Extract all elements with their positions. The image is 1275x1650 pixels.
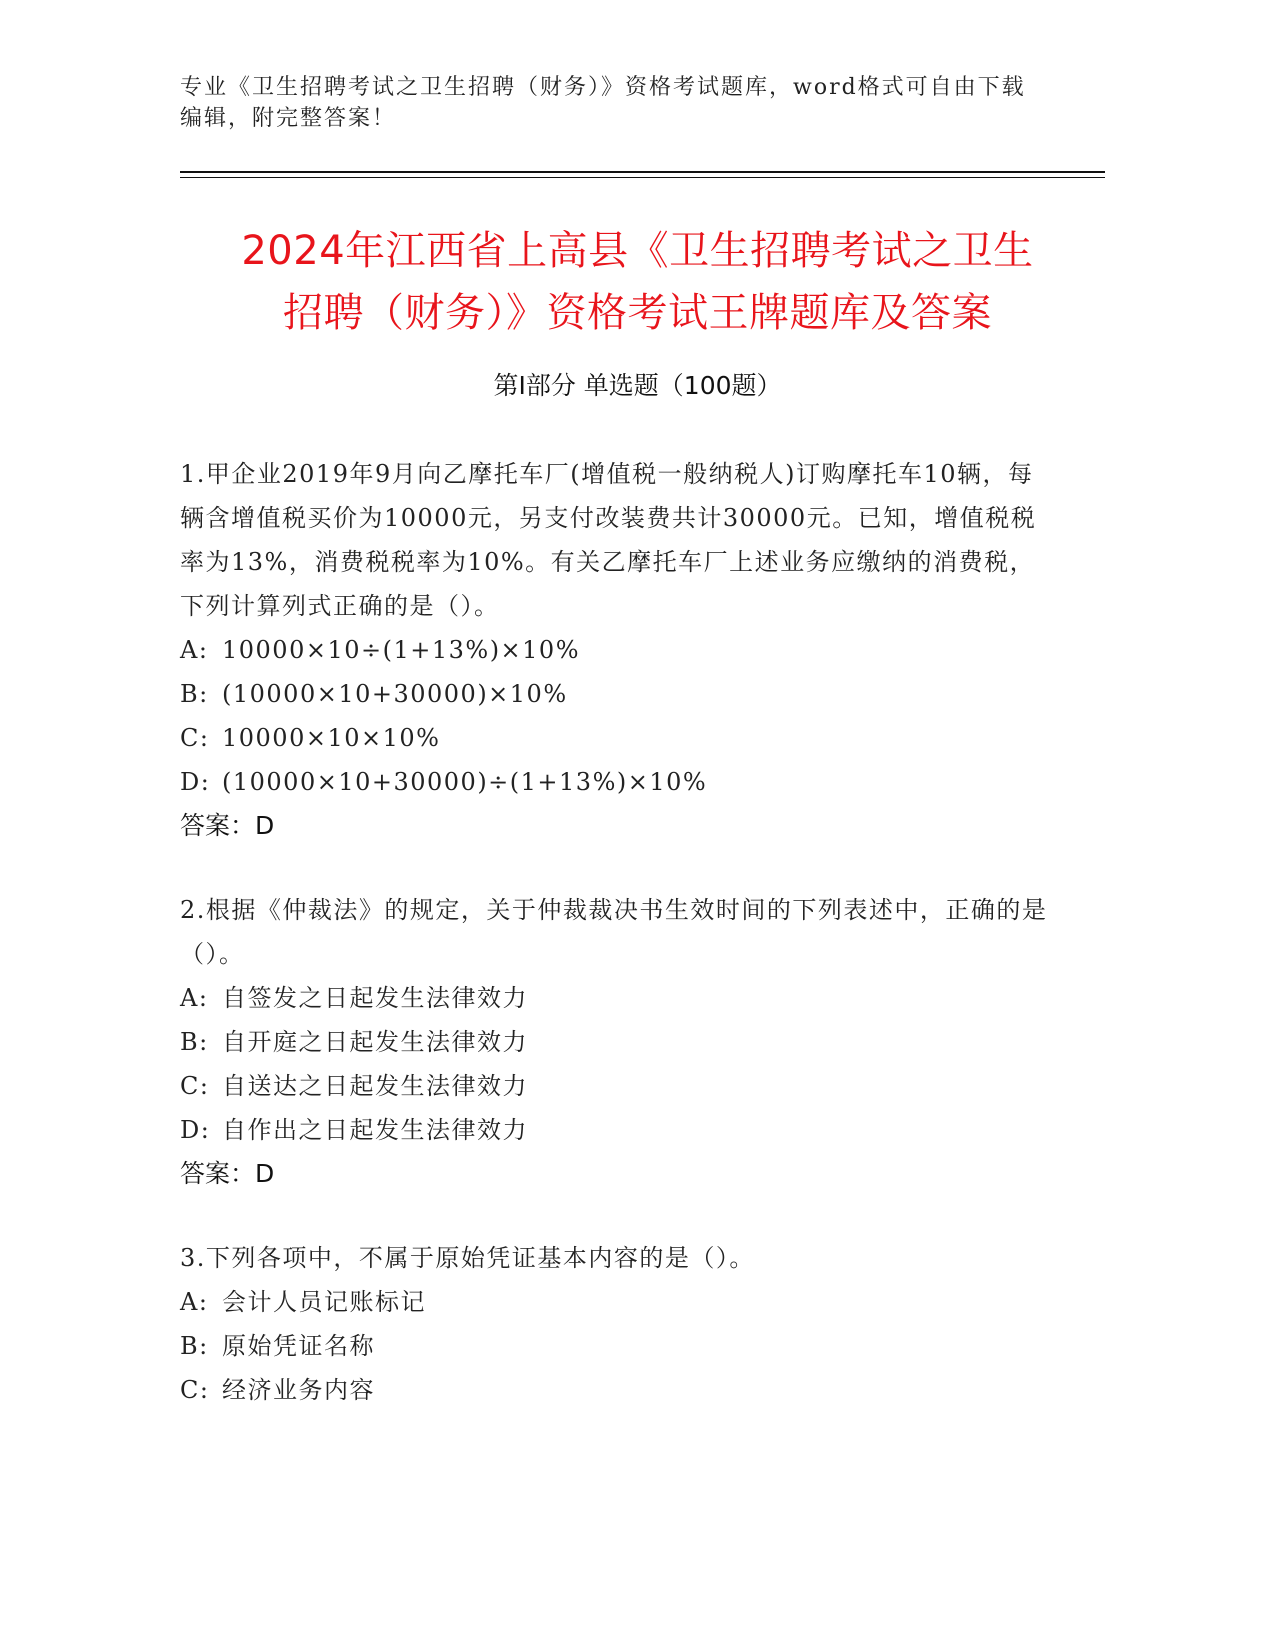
section-heading: 第Ⅰ部分 单选题（100题） <box>493 371 782 400</box>
answer: 答案：D <box>180 1159 275 1188</box>
option-key: B: <box>180 1028 209 1056</box>
option-text: (10000×10+30000)×10% <box>222 680 568 708</box>
question-3 <box>180 1236 1050 1412</box>
option-text: 10000×10×10% <box>222 724 441 752</box>
option-key: C: <box>180 724 210 752</box>
option-c <box>180 1368 1050 1412</box>
option-text: 自开庭之日起发生法律效力 <box>222 1028 528 1056</box>
option-b <box>180 1324 1050 1368</box>
option-text: (10000×10+30000)÷(1+13%)×10% <box>222 768 708 796</box>
option-b <box>180 672 1050 716</box>
document-title <box>150 220 1125 344</box>
header-rule-thick <box>180 171 1105 173</box>
option-c <box>180 716 1050 760</box>
option-key: C: <box>180 1376 210 1404</box>
option-key: A: <box>180 1288 209 1316</box>
option-text: 自签发之日起发生法律效力 <box>222 984 528 1012</box>
question-2 <box>180 888 1050 1196</box>
option-key: D: <box>180 1116 211 1144</box>
option-a <box>180 1280 1050 1324</box>
option-c <box>180 1064 1050 1108</box>
question-stem: 1.甲企业2019年9月向乙摩托车厂(增值税一般纳税人)订购摩托车10辆，每辆含增值税买价为10000元，另支付改装费共计30000元。已知，增值税税率为13%，消费税税率为10%。有关乙摩托车厂上述业务应缴纳的消费税，下列计算列式正确的是（）。 <box>180 460 1037 620</box>
question-stem: 2.根据《仲裁法》的规定，关于仲裁裁决书生效时间的下列表述中，正确的是（）。 <box>180 896 1048 968</box>
option-text: 经济业务内容 <box>222 1376 375 1404</box>
option-key: C: <box>180 1072 210 1100</box>
option-d <box>180 1108 1050 1152</box>
option-a <box>180 976 1050 1020</box>
answer: 答案：D <box>180 811 275 840</box>
option-text: 自作出之日起发生法律效力 <box>222 1116 528 1144</box>
option-key: B: <box>180 680 209 708</box>
header-note: 专业《卫生招聘考试之卫生招聘（财务）》资格考试题库，word格式可自由下载编辑，附完整答案！ <box>180 75 1026 131</box>
option-key: D: <box>180 768 211 796</box>
header-rule-thin <box>180 177 1105 178</box>
option-b <box>180 1020 1050 1064</box>
document-title-line-1: 2024年江西省上高县《卫生招聘考试之卫生 <box>241 228 1034 274</box>
document-title-line-2: 招聘（财务）》资格考试王牌题库及答案 <box>283 290 992 336</box>
option-key: A: <box>180 984 209 1012</box>
option-text: 10000×10÷(1+13%)×10% <box>222 636 581 664</box>
option-text: 原始凭证名称 <box>222 1332 375 1360</box>
option-d <box>180 760 1050 804</box>
option-text: 自送达之日起发生法律效力 <box>222 1072 528 1100</box>
question-1 <box>180 452 1050 848</box>
question-stem: 3.下列各项中，不属于原始凭证基本内容的是（）。 <box>180 1244 755 1272</box>
option-a <box>180 628 1050 672</box>
option-key: A: <box>180 636 209 664</box>
option-key: B: <box>180 1332 209 1360</box>
option-text: 会计人员记账标记 <box>222 1288 426 1316</box>
